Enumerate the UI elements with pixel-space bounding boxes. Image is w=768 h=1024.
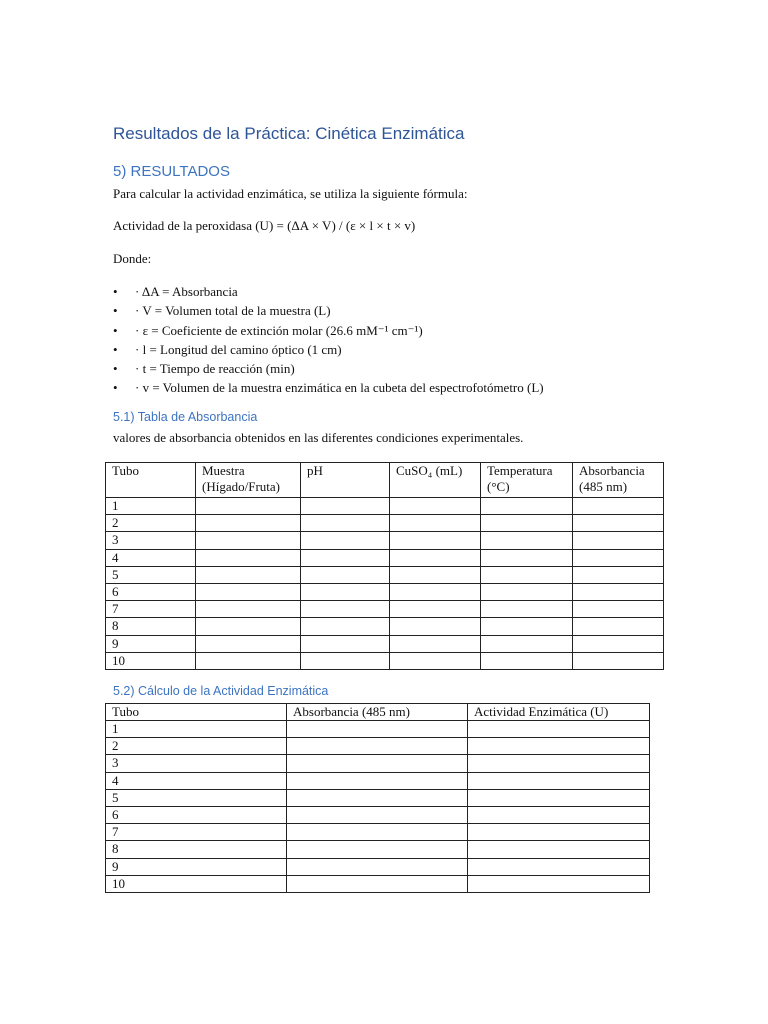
bullet-icon: •	[113, 322, 118, 338]
bullet-icon: •	[113, 361, 118, 377]
empty-cell	[301, 532, 390, 549]
table1-description: valores de absorbancia obtenidos en las diferentes condiciones experimentales.	[113, 430, 524, 445]
tube-number-cell: 3	[106, 532, 196, 549]
definition-text: · l = Longitud del camino óptico (1 cm)	[135, 341, 342, 357]
table-row	[106, 755, 650, 772]
column-header: Tubo	[106, 463, 196, 498]
tube-number-cell: 3	[106, 755, 287, 772]
empty-cell	[390, 635, 481, 652]
empty-cell	[390, 583, 481, 600]
empty-cell	[196, 532, 301, 549]
empty-cell	[196, 498, 301, 515]
activity-table	[105, 703, 650, 893]
empty-cell	[287, 772, 468, 789]
tube-number-cell: 6	[106, 806, 287, 823]
definition-item	[113, 378, 544, 397]
donde-label: Donde:	[113, 251, 152, 266]
definition-item	[113, 282, 544, 301]
definition-text: · V = Volumen total de la muestra (L)	[135, 303, 331, 319]
empty-cell	[481, 566, 573, 583]
empty-cell	[468, 755, 650, 772]
empty-cell	[573, 549, 664, 566]
tube-number-cell: 9	[106, 858, 287, 875]
definition-text: · t = Tiempo de reacción (min)	[135, 361, 295, 377]
empty-cell	[390, 618, 481, 635]
empty-cell	[287, 875, 468, 892]
empty-cell	[481, 618, 573, 635]
empty-cell	[468, 738, 650, 755]
tube-number-cell: 7	[106, 824, 287, 841]
empty-cell	[390, 515, 481, 532]
table-row	[106, 806, 650, 823]
table-row	[106, 635, 664, 652]
column-header: Temperatura (°C)	[481, 463, 573, 498]
tube-number-cell: 8	[106, 841, 287, 858]
intro-paragraph: Para calcular la actividad enzimática, se utiliza la siguiente fórmula:	[113, 186, 468, 201]
table-row	[106, 875, 650, 892]
empty-cell	[196, 566, 301, 583]
empty-cell	[287, 755, 468, 772]
empty-cell	[573, 532, 664, 549]
table-row	[106, 515, 664, 532]
empty-cell	[287, 824, 468, 841]
definition-list	[113, 282, 544, 398]
empty-cell	[573, 498, 664, 515]
empty-cell	[573, 601, 664, 618]
table-row	[106, 858, 650, 875]
bullet-icon: •	[113, 303, 118, 319]
column-header: Absorbancia (485 nm)	[573, 463, 664, 498]
empty-cell	[287, 721, 468, 738]
empty-cell	[287, 806, 468, 823]
table-row	[106, 721, 650, 738]
empty-cell	[390, 652, 481, 669]
empty-cell	[573, 583, 664, 600]
empty-cell	[481, 532, 573, 549]
bullet-icon: •	[113, 341, 118, 357]
table-row	[106, 583, 664, 600]
tube-number-cell: 8	[106, 618, 196, 635]
definition-text: · ε = Coeficiente de extinción molar (26.6 mM⁻¹ cm⁻¹)	[135, 322, 423, 338]
table-row	[106, 566, 664, 583]
empty-cell	[196, 652, 301, 669]
empty-cell	[468, 789, 650, 806]
empty-cell	[573, 618, 664, 635]
empty-cell	[481, 601, 573, 618]
tube-number-cell: 10	[106, 652, 196, 669]
definition-text: · ΔA = Absorbancia	[135, 284, 238, 299]
column-header: pH	[301, 463, 390, 498]
empty-cell	[196, 583, 301, 600]
empty-cell	[573, 635, 664, 652]
page-title: Resultados de la Práctica: Cinética Enzimática	[113, 124, 465, 143]
column-header: Actividad Enzimática (U)	[468, 704, 650, 721]
empty-cell	[301, 635, 390, 652]
empty-cell	[301, 515, 390, 532]
tube-number-cell: 9	[106, 635, 196, 652]
tube-number-cell: 1	[106, 721, 287, 738]
empty-cell	[390, 566, 481, 583]
table-row	[106, 652, 664, 669]
tube-number-cell: 4	[106, 772, 287, 789]
empty-cell	[481, 549, 573, 566]
empty-cell	[196, 549, 301, 566]
formula-text: Actividad de la peroxidasa (U) = (ΔA × V) / (ε × l × t × v)	[113, 218, 416, 233]
empty-cell	[301, 498, 390, 515]
empty-cell	[481, 515, 573, 532]
definition-item	[113, 340, 544, 359]
table-row	[106, 841, 650, 858]
empty-cell	[573, 652, 664, 669]
section-heading: 5) RESULTADOS	[113, 163, 230, 180]
column-header: Tubo	[106, 704, 287, 721]
empty-cell	[301, 566, 390, 583]
empty-cell	[481, 652, 573, 669]
table-row	[106, 549, 664, 566]
empty-cell	[301, 652, 390, 669]
bullet-icon: •	[113, 380, 118, 396]
empty-cell	[196, 635, 301, 652]
bullet-icon: •	[113, 284, 118, 299]
table-row	[106, 824, 650, 841]
table-row	[106, 789, 650, 806]
table-row	[106, 532, 664, 549]
empty-cell	[196, 601, 301, 618]
empty-cell	[301, 601, 390, 618]
empty-cell	[390, 498, 481, 515]
empty-cell	[287, 841, 468, 858]
empty-cell	[481, 635, 573, 652]
absorbance-table	[105, 462, 664, 670]
definition-item	[113, 359, 544, 378]
empty-cell	[196, 515, 301, 532]
table-row	[106, 772, 650, 789]
table-header-row	[106, 704, 650, 721]
tube-number-cell: 7	[106, 601, 196, 618]
empty-cell	[468, 841, 650, 858]
tube-number-cell: 4	[106, 549, 196, 566]
empty-cell	[468, 721, 650, 738]
table-header-row	[106, 463, 664, 498]
empty-cell	[468, 772, 650, 789]
empty-cell	[573, 515, 664, 532]
table-row	[106, 618, 664, 635]
table-row	[106, 498, 664, 515]
table-row	[106, 738, 650, 755]
empty-cell	[468, 806, 650, 823]
definition-item	[113, 321, 544, 340]
empty-cell	[301, 583, 390, 600]
empty-cell	[287, 738, 468, 755]
tube-number-cell: 1	[106, 498, 196, 515]
tube-number-cell: 6	[106, 583, 196, 600]
tube-number-cell: 2	[106, 738, 287, 755]
table2-heading: 5.2) Cálculo de la Actividad Enzimática	[113, 684, 329, 698]
table1-heading: 5.1) Tabla de Absorbancia	[113, 410, 258, 424]
definition-text: · v = Volumen de la muestra enzimática en la cubeta del espectrofotómetro (L)	[135, 380, 544, 396]
table-row	[106, 601, 664, 618]
empty-cell	[390, 549, 481, 566]
empty-cell	[481, 583, 573, 600]
column-header: Absorbancia (485 nm)	[287, 704, 468, 721]
empty-cell	[301, 618, 390, 635]
column-header: CuSO₄ (mL)	[390, 463, 481, 498]
empty-cell	[481, 498, 573, 515]
empty-cell	[196, 618, 301, 635]
empty-cell	[301, 549, 390, 566]
column-header: Muestra (Hígado/Fruta)	[196, 463, 301, 498]
empty-cell	[287, 789, 468, 806]
empty-cell	[468, 858, 650, 875]
empty-cell	[468, 875, 650, 892]
empty-cell	[468, 824, 650, 841]
tube-number-cell: 10	[106, 875, 287, 892]
definition-item	[113, 301, 544, 320]
empty-cell	[287, 858, 468, 875]
tube-number-cell: 5	[106, 566, 196, 583]
empty-cell	[390, 601, 481, 618]
empty-cell	[573, 566, 664, 583]
empty-cell	[390, 532, 481, 549]
tube-number-cell: 5	[106, 789, 287, 806]
tube-number-cell: 2	[106, 515, 196, 532]
